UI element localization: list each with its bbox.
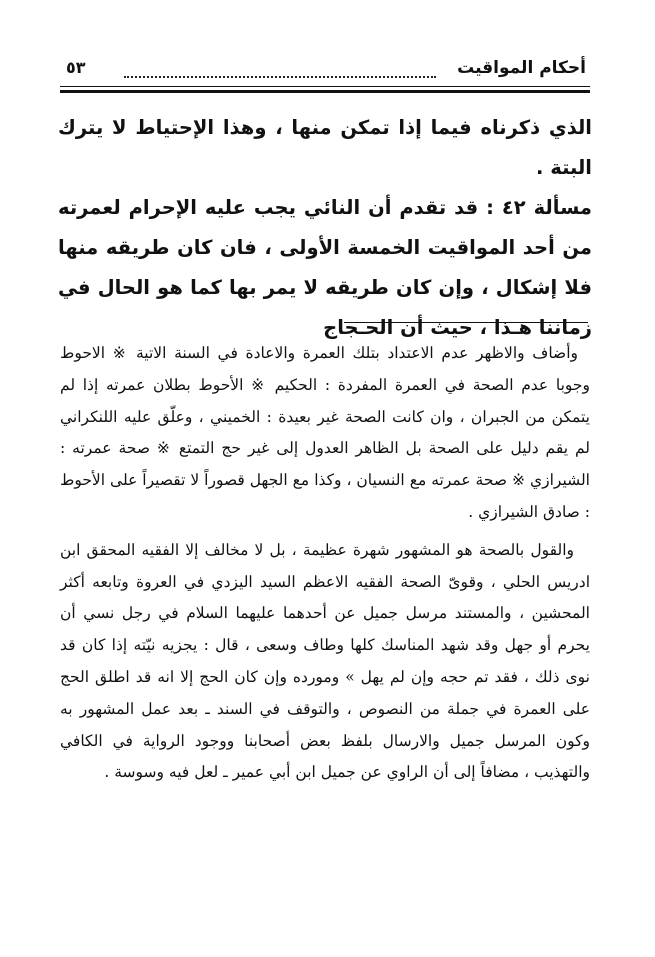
page-number: ٥٣ — [66, 58, 86, 77]
footnote-paragraph-1: وأضاف والاظهر عدم الاعتداد بتلك العمرة والاعادة في السنة الاتية ※ الاحوط وجوبا عدم الصحة في العمرة المفردة : الحكيم ※ الأحوط بطلان عمرته إذا لم يتمكن من الجبران ، وان كانت الصحة غير بعيدة : الخميني ، وعلّق عليه اللنكراني لم يقم دليل على الصحة بل الظاهر العدول إلى غير حج التمتع ※ صحة عمرته : الشيرازي ※ صحة عمرته مع النسيان ، وكذا مع الجهل قصوراً لا تقصيراً على الأحوط : صادق الشيرازي . — [60, 344, 590, 521]
running-title: أحكام المواقيت — [457, 58, 586, 78]
issue-body: قد تقدم أن النائي يجب عليه الإحرام لعمرته من أحد المواقيت الخمسة الأولى ، فان كان طريقه منها فلا إشكال ، وإن كان طريقه لا يمر بها كما هو الحال في زماننا هـذا ، حيث أن الحـجاج — [58, 196, 592, 339]
main-line-1: الذي ذكرناه فيما إذا تمكن منها ، وهذا الإحتياط لا يترك البتة . — [58, 116, 592, 179]
page-header — [66, 58, 586, 84]
footnote-separator — [344, 322, 588, 323]
issue-paragraph — [58, 188, 592, 348]
header-rule-thick — [60, 90, 590, 93]
issue-label: مسألة ٤٢ : — [486, 196, 592, 219]
footnote-block — [60, 338, 590, 789]
main-text — [58, 108, 592, 348]
leader-dots — [124, 62, 436, 78]
header-rule-thin — [60, 86, 590, 87]
footnote-paragraph-2: والقول بالصحة هو المشهور شهرة عظيمة ، بل لا مخالف إلا الفقيه المحقق ابن ادريس الحلي ، وقوىّ الصحة الفقيه الاعظم السيد اليزدي في العروة وتابعه أكثر المحشين ، والمستند مرسل جميل عن أحدهما عليهما السلام في رجل نسي أن يحرم أو جهل وقد شهد المناسك كلها وطاف وسعى ، قال : يجزيه نيّته إذا كان قد نوى ذلك ، فقد تم حجه وإن لم يهل » ومورده وإن كان الحج إلا انه قد اطلق الحج على العمرة في جملة من النصوص ، والتوقف في السند ـ بعد عمل المشهور به وكون المرسل جميل والارسال بلفظ بعض أصحابنا ووجود الرواية في الكافي والتهذيب ، مضافاً إلى أن الراوي عن جميل ابن أبي عمير ـ لعل فيه وسوسة . — [60, 540, 591, 782]
